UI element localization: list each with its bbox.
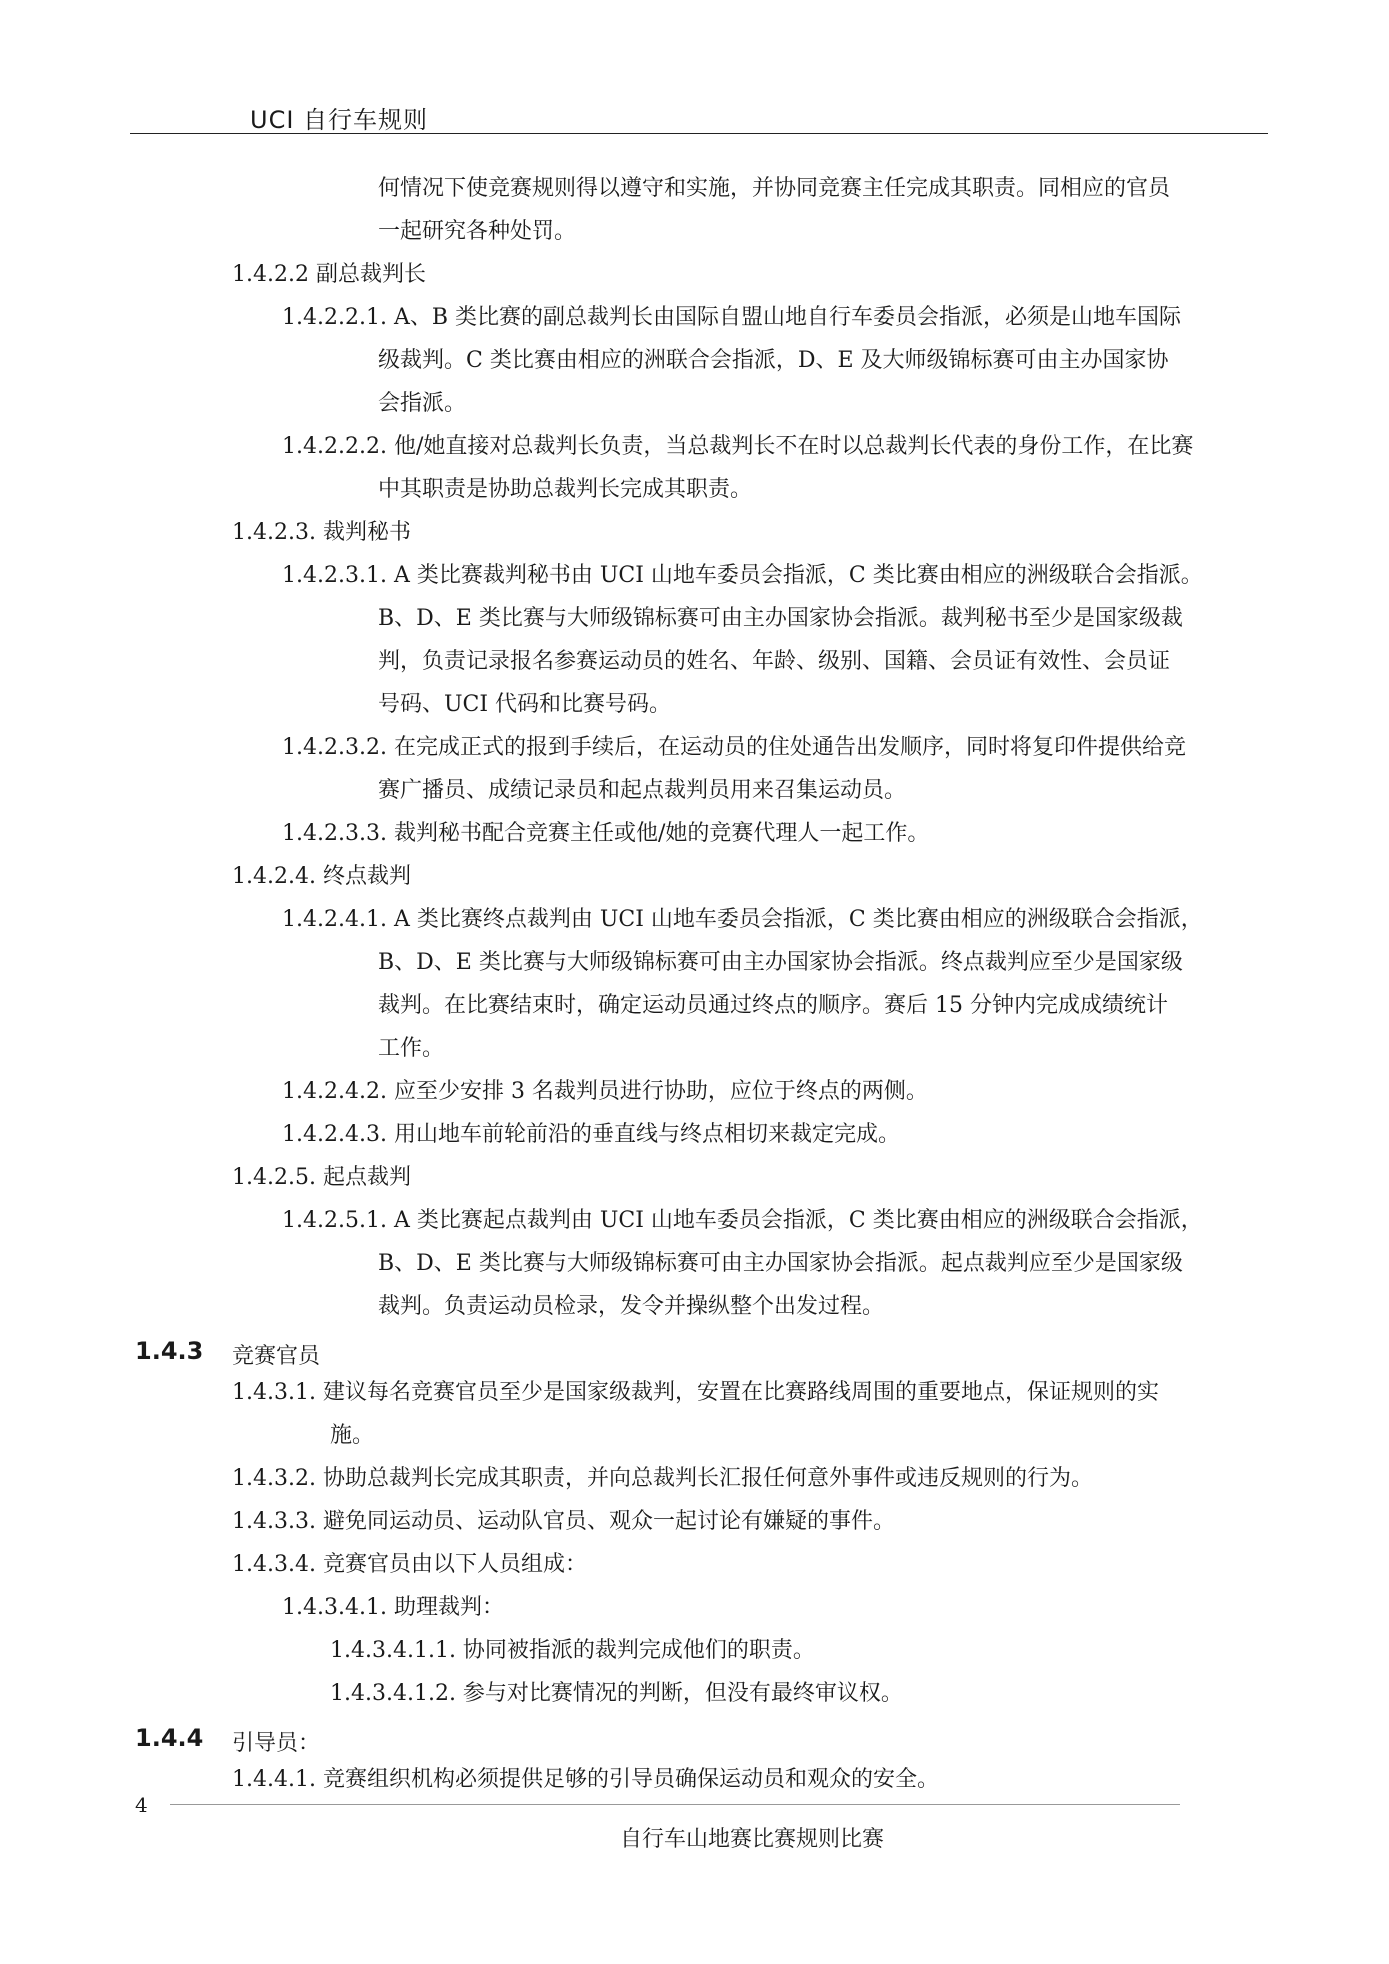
text-line: 号码、UCI 代码和比赛号码。 [378, 692, 672, 717]
section-heading-number: 1.4.3 [135, 1337, 204, 1365]
section-heading-label: 引导员： [232, 1731, 321, 1756]
text-line: 中其职责是协助总裁判长完成其职责。 [378, 477, 753, 502]
text-line: 1.4.2.5.1. A 类比赛起点裁判由 UCI 山地车委员会指派，C 类比赛由相应的洲级联合会指派， [282, 1208, 1203, 1233]
text-line: 1.4.2.2 副总裁判长 [232, 262, 426, 287]
text-line: 1.4.2.3.2. 在完成正式的报到手续后，在运动员的住处通告出发顺序，同时将复印件提供给竞 [282, 735, 1186, 760]
text-line: 施。 [330, 1423, 375, 1448]
footer-divider [170, 1804, 1180, 1805]
text-line: 1.4.2.4.2. 应至少安排 3 名裁判员进行协助，应位于终点的两侧。 [282, 1079, 928, 1104]
text-line: 赛广播员、成绩记录员和起点裁判员用来召集运动员。 [378, 778, 907, 803]
text-line: 1.4.2.3. 裁判秘书 [232, 520, 411, 545]
text-line: 1.4.2.4. 终点裁判 [232, 864, 411, 889]
text-line: B、D、E 类比赛与大师级锦标赛可由主办国家协会指派。起点裁判应至少是国家级 [378, 1251, 1183, 1276]
header-divider [130, 133, 1268, 134]
text-line: 1.4.2.2.2. 他/她直接对总裁判长负责，当总裁判长不在时以总裁判长代表的身份工作，在比赛 [282, 434, 1194, 459]
text-line: B、D、E 类比赛与大师级锦标赛可由主办国家协会指派。裁判秘书至少是国家级裁 [378, 606, 1183, 631]
text-line: 何情况下使竞赛规则得以遵守和实施，并协同竞赛主任完成其职责。同相应的官员 [378, 176, 1171, 201]
text-line: 1.4.3.4.1. 助理裁判： [282, 1595, 504, 1620]
text-line: 1.4.2.4.3. 用山地车前轮前沿的垂直线与终点相切来裁定完成。 [282, 1122, 900, 1147]
text-line: 一起研究各种处罚。 [378, 219, 577, 244]
running-header-title: UCI 自行车规则 [250, 106, 429, 134]
text-line: 1.4.3.3. 避免同运动员、运动队官员、观众一起讨论有嫌疑的事件。 [232, 1509, 895, 1534]
section-heading-number: 1.4.4 [135, 1724, 204, 1752]
text-line: 1.4.2.3.1. A 类比赛裁判秘书由 UCI 山地车委员会指派，C 类比赛由相应的洲级联合会指派。 [282, 563, 1203, 588]
text-line: 1.4.2.2.1. A、B 类比赛的副总裁判长由国际自盟山地自行车委员会指派，必须是山地车国际 [282, 305, 1181, 330]
text-line: 裁判。负责运动员检录，发令并操纵整个出发过程。 [378, 1294, 885, 1319]
footer-title: 自行车山地赛比赛规则比赛 [620, 1827, 885, 1852]
text-line: 1.4.2.4.1. A 类比赛终点裁判由 UCI 山地车委员会指派，C 类比赛由相应的洲级联合会指派， [282, 907, 1203, 932]
text-line: 1.4.4.1. 竞赛组织机构必须提供足够的引导员确保运动员和观众的安全。 [232, 1767, 939, 1792]
text-line: 1.4.2.3.3. 裁判秘书配合竞赛主任或他/她的竞赛代理人一起工作。 [282, 821, 930, 846]
text-line: 1.4.3.4.1.1. 协同被指派的裁判完成他们的职责。 [330, 1638, 815, 1663]
text-line: 工作。 [378, 1036, 445, 1061]
text-line: 裁判。在比赛结束时，确定运动员通过终点的顺序。赛后 15 分钟内完成成绩统计 [378, 993, 1168, 1018]
section-heading-label: 竞赛官员 [232, 1344, 321, 1369]
page-number: 4 [135, 1793, 148, 1817]
text-line: 级裁判。C 类比赛由相应的洲联合会指派，D、E 及大师级锦标赛可由主办国家协 [378, 348, 1169, 373]
text-line: B、D、E 类比赛与大师级锦标赛可由主办国家协会指派。终点裁判应至少是国家级 [378, 950, 1183, 975]
text-line: 1.4.2.5. 起点裁判 [232, 1165, 411, 1190]
text-line: 会指派。 [378, 391, 467, 416]
text-line: 1.4.3.4.1.2. 参与对比赛情况的判断，但没有最终审议权。 [330, 1681, 903, 1706]
text-line: 1.4.3.4. 竞赛官员由以下人员组成： [232, 1552, 587, 1577]
text-line: 判，负责记录报名参赛运动员的姓名、年龄、级别、国籍、会员证有效性、会员证 [378, 649, 1171, 674]
text-line: 1.4.3.2. 协助总裁判长完成其职责，并向总裁判长汇报任何意外事件或违反规则的行为。 [232, 1466, 1093, 1491]
text-line: 1.4.3.1. 建议每名竞赛官员至少是国家级裁判，安置在比赛路线周围的重要地点，保证规则的实 [232, 1380, 1159, 1405]
